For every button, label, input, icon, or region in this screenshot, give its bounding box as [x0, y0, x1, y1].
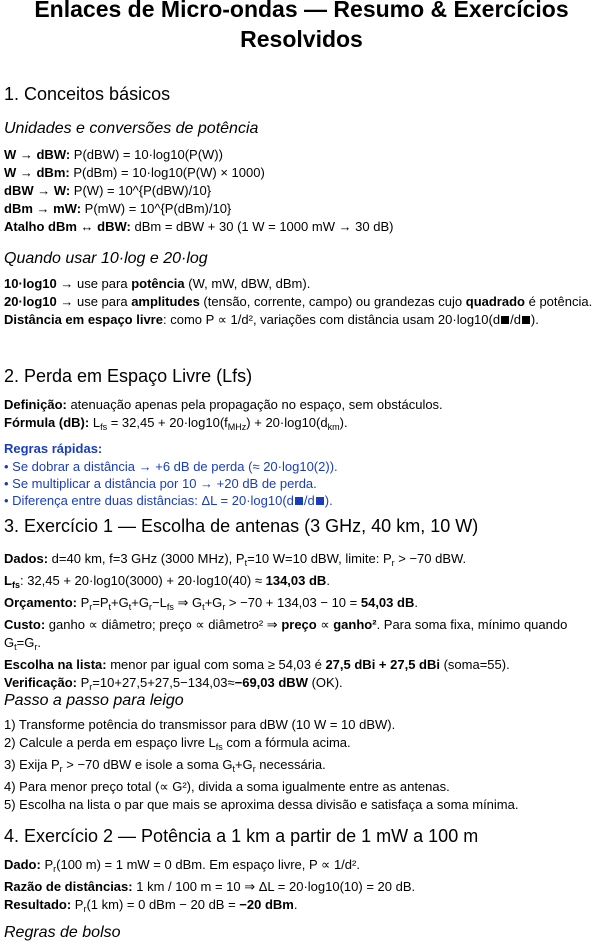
log-usage-subheading: Quando usar 10·log e 20·log — [4, 250, 208, 267]
rule-item: • Diferença entre duas distâncias: ΔL = 20·log10(d /d ). — [4, 492, 599, 509]
page-title: Enlaces de Micro-ondas — Resumo & Exercícios Resolvidos — [34, 0, 569, 52]
dados-line: Dados: d=40 km, f=3 GHz (3000 MHz), $P_t=10$ W=10 dBW, limite: $P_r > -70$ dBW. — [4, 551, 467, 568]
escolha-line: Escolha na lista: menor par igual com soma ≥ 54,03 é 27,5 dBi + 27,5 dBi (soma=55). — [4, 657, 510, 672]
square-glyph — [316, 497, 324, 505]
section-4-heading: 4. Exercício 2 — Potência a 1 km a partir de 1 mW a 100 m — [4, 826, 479, 846]
section-3-heading: 3. Exercício 1 — Escolha de antenas (3 GHz, 40 km, 10 W) — [4, 516, 479, 536]
section-1-heading: 1. Conceitos básicos — [4, 84, 171, 104]
log-usage-text — [4, 275, 599, 329]
conversion-line: W → dBm: P(dBm) = 10·log10(P(W) × 1000) — [4, 165, 265, 180]
step-list — [4, 716, 599, 814]
rule-item: • Se multiplicar a distância por 10 → +20 dB de perda. — [4, 475, 599, 492]
conversion-line: Atalho dBm ↔ dBW: dBm = dBW + 30 (1 W = 1000 mW → 30 dB) — [4, 219, 394, 234]
quick-rules — [4, 440, 599, 509]
step-item: 2) Calcule a perda em espaço livre $L_{fs}$ com a fórmula acima. — [4, 735, 351, 752]
square-glyph — [522, 316, 530, 324]
conversion-list — [4, 146, 599, 236]
square-glyph — [295, 497, 303, 505]
verificacao-line: Verificação: $P_r=10+27,5+27,5-134,03\approx-69,03$ dBW (OK). — [4, 675, 343, 692]
step-item: 3) Exija $P_r > -70$ dBW e isole a soma $G_t+G_r$ necessária. — [4, 757, 326, 774]
razao-line: Razão de distâncias: 1 km / 100 m = 10 ⇒ ΔL = 20·log10(10) = 20 dB. — [4, 879, 416, 894]
dado-line: Dado: $P_r(100$ m) = 1 mW = 0 dBm. Em espaço livre, P ∝ 1/d². — [4, 857, 360, 874]
step-item: 1) Transforme potência do transmissor para dBW (10 W = 10 dBW). — [4, 717, 396, 732]
lfs-line: $L_{fs}$: 32,45 + 20·log10(3000) + 20·log10(40) ≈ 134,03 dB. — [4, 573, 330, 590]
exercise-1-body — [4, 550, 599, 696]
orcamento-line: Orçamento: $P_r=P_t+G_t+G_r-L_{fs}$ ⇒ $G_t+G_r > -70 + 134,03 - 10 = 54,03$ dB. — [4, 595, 418, 612]
custo-line: Custo: ganho ∝ diâmetro; preço ∝ diâmetro² ⇒ preço ∝ ganho². Para soma fixa, mínimo quando $G_t=G_r$. — [4, 617, 568, 652]
distance-line: Distância em espaço livre: como P ∝ 1/d², variações com distância usam 20·log10(d /d ). — [4, 312, 539, 327]
step-item: 5) Escolha na lista o par que mais se aproxima dessa divisão e satisfaça a soma mínima. — [4, 797, 519, 812]
rule-item: • Se dobrar a distância → +6 dB de perda (≈ 20·log10(2)). — [4, 458, 599, 475]
section-2-heading: 2. Perda em Espaço Livre (Lfs) — [4, 366, 253, 386]
conversion-line: dBm → mW: P(mW) = 10^{P(dBm)/10} — [4, 201, 232, 216]
conversion-line: dBW → W: P(W) = 10^{P(dBW)/10} — [4, 183, 212, 198]
log10-line: 10·log10 → use para potência (W, mW, dBW, dBm). — [4, 276, 311, 291]
log20-line: 20·log10 → use para amplitudes (tensão, corrente, campo) ou grandezas cujo quadrado é potência. — [4, 294, 593, 309]
section-1-subheading: Unidades e conversões de potência — [4, 120, 259, 137]
formula-line: Fórmula (dB): $L_{fs} = 32,45 + 20\cdot\log 10(f_{MHz}) + 20\cdot\log 10(d_{km})$. — [4, 415, 348, 432]
definition-line: Definição: atenuação apenas pela propagação no espaço, sem obstáculos. — [4, 397, 443, 412]
conversion-line: W → dBW: P(dBW) = 10·log10(P(W)) — [4, 147, 223, 162]
resultado-line: Resultado: $P_r(1$ km) = 0 dBm − 20 dB = −20 dBm. — [4, 897, 298, 914]
square-glyph — [501, 316, 509, 324]
exercise-2-body — [4, 856, 599, 918]
quick-rules-title: Regras rápidas: — [4, 441, 103, 456]
step-item: 4) Para menor preço total (∝ G²), divida a soma igualmente entre as antenas. — [4, 779, 450, 794]
fsl-definition — [4, 396, 599, 436]
step-by-step-heading: Passo a passo para leigo — [4, 692, 184, 709]
next-section-heading: Regras de bolso — [4, 924, 121, 941]
